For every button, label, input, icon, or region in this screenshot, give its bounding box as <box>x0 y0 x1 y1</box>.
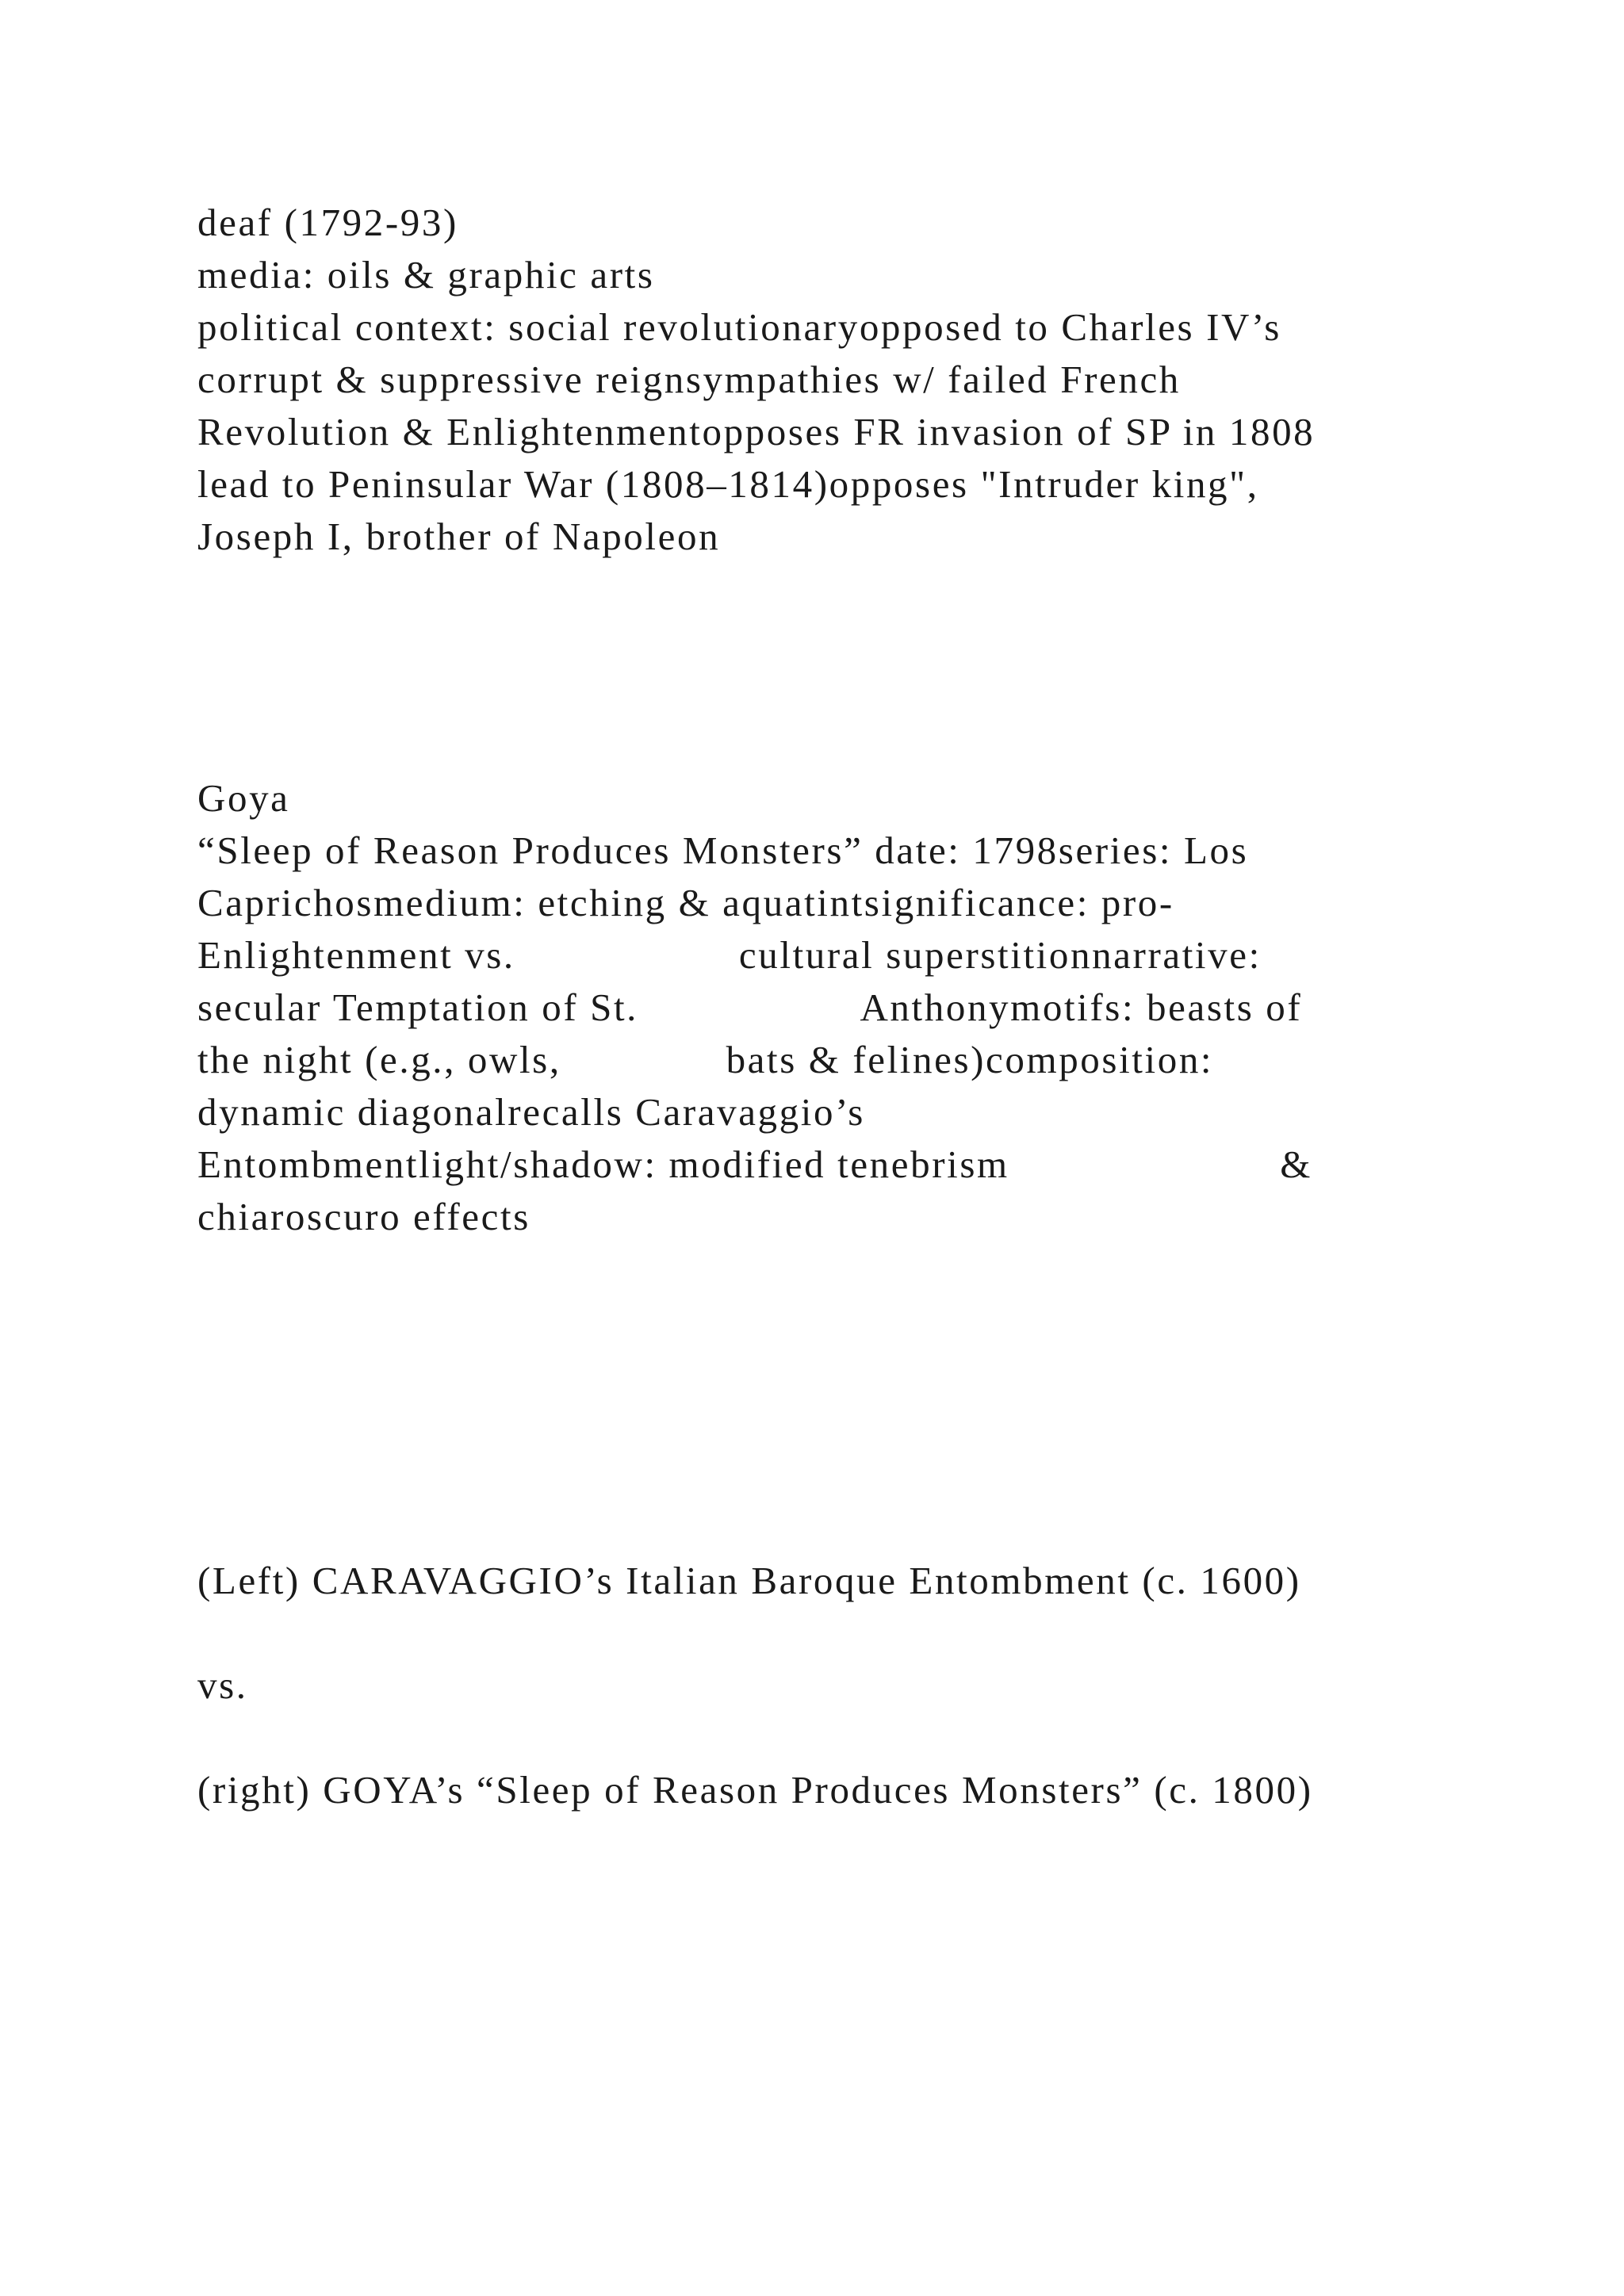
text-line: “Sleep of Reason Produces Monsters” date: 1798series: Los <box>197 828 1249 872</box>
text-line: chiaroscuro effects <box>197 1195 530 1238</box>
caption-left: (Left) CARAVAGGIO’s Italian Baroque Entombment (c. 1600) <box>197 1559 1301 1602</box>
text-line: Enlightenment vs. cultural superstitionnarrative: <box>197 933 1262 977</box>
text-line: the night (e.g., owls, bats & felines)composition: <box>197 1038 1214 1081</box>
text-line: Revolution & Enlightenmentopposes FR invasion of SP in 1808 <box>197 410 1316 453</box>
text-line: deaf (1792-93) <box>197 201 458 244</box>
text-line: secular Temptation of St. Anthonymotifs: beasts of <box>197 985 1303 1029</box>
text-line: political context: social revolutionaryopposed to Charles IV’s <box>197 305 1281 349</box>
text-line: Entombmentlight/shadow: modified tenebrism & <box>197 1142 1313 1186</box>
section-heading: Goya <box>197 776 290 820</box>
text-line: lead to Peninsular War (1808–1814)opposes "Intruder king", <box>197 462 1259 506</box>
text-line: media: oils & graphic arts <box>197 253 655 297</box>
text-line: Joseph I, brother of Napoleon <box>197 515 721 558</box>
caption-right: (right) GOYA’s “Sleep of Reason Produces Monsters” (c. 1800) <box>197 1768 1313 1812</box>
text-line: corrupt & suppressive reignsympathies w/ failed French <box>197 358 1181 401</box>
caption-vs: vs. <box>197 1663 248 1707</box>
text-line: dynamic diagonalrecalls Caravaggio’s <box>197 1090 865 1134</box>
text-line: Caprichosmedium: etching & aquatintsignificance: pro- <box>197 881 1174 924</box>
